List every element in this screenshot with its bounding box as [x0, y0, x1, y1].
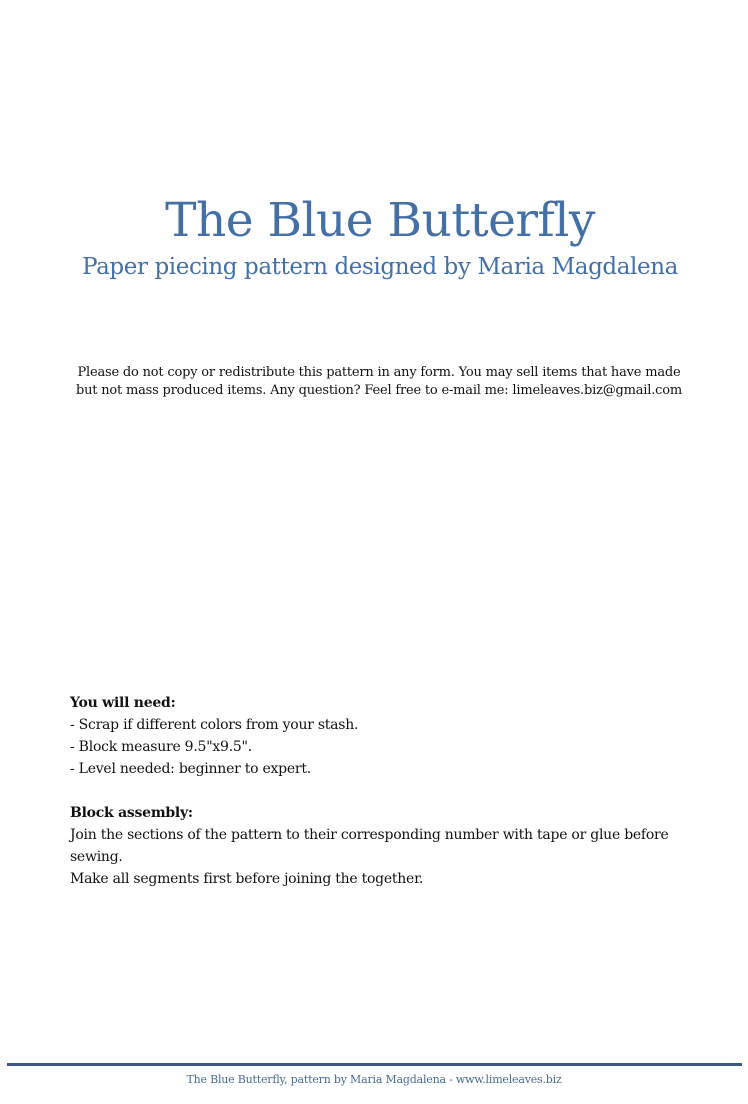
requirement-item: - Level needed: beginner to expert.: [70, 761, 311, 777]
assembly-line: Make all segments first before joining the together.: [70, 871, 424, 887]
section-spacer: [70, 780, 670, 802]
assembly-line: sewing.: [70, 849, 123, 865]
notice-line: Please do not copy or redistribute this pattern in any form. You may sell items that have made: [77, 365, 681, 380]
notice-line: but not mass produced items. Any question? Feel free to e-mail me: limeleaves.biz@gmail.com: [75, 383, 682, 398]
page-subtitle: Paper piecing pattern designed by Maria Magdalena: [82, 254, 678, 280]
requirement-item: - Scrap if different colors from your stash.: [70, 717, 359, 733]
requirement-item: - Block measure 9.5"x9.5".: [70, 739, 252, 755]
footer-text: The Blue Butterfly, pattern by Maria Magdalena - www.limeleaves.biz: [186, 1073, 562, 1086]
page-title: The Blue Butterfly: [165, 193, 595, 248]
pattern-instructions: [70, 692, 670, 890]
assembly-heading: Block assembly:: [70, 805, 193, 821]
requirements-heading: You will need:: [70, 695, 176, 711]
copyright-notice: [40, 364, 718, 400]
footer-divider: [7, 1063, 742, 1066]
assembly-line: Join the sections of the pattern to their corresponding number with tape or glue before: [70, 827, 669, 843]
